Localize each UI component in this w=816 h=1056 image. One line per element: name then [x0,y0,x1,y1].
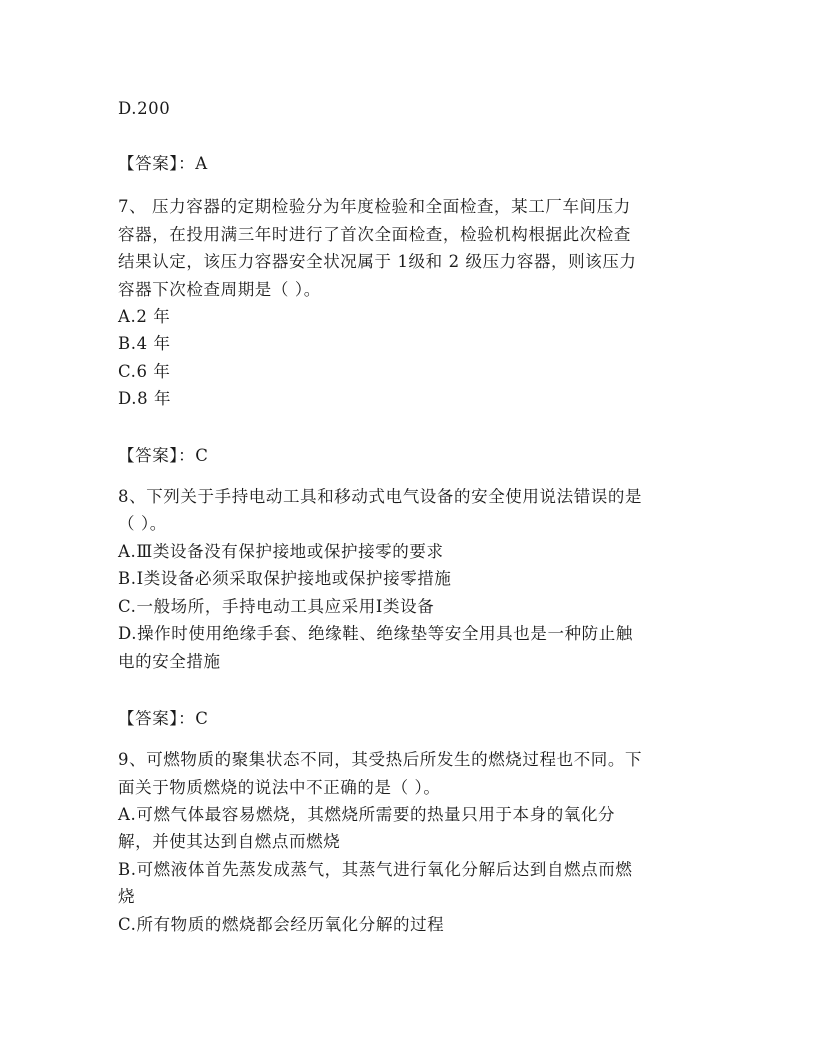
q9-stem-line-2: 面关于物质燃烧的说法中不正确的是（ ）。 [118,778,441,797]
q8-stem-line-2: （ ）。 [118,514,167,533]
q8-option-c: C.一般场所，手持电动工具应采用Ⅰ类设备 [118,597,435,616]
q7-stem-line-1: 7、 压力容器的定期检验分为年度检验和全面检查，某工厂车间压力 [118,197,631,216]
q6-option-d: D.200 [118,99,171,118]
q9-option-a-line-1: A.可燃气体最容易燃烧，其燃烧所需要的热量只用于本身的氧化分 [118,805,616,824]
q9-option-b-line-1: B.可燃液体首先蒸发成蒸气，其蒸气进行氧化分解后达到自燃点而燃 [118,860,633,879]
q7-stem-line-3: 结果认定，该压力容器安全状况属于 1级和 2 级压力容器，则该压力 [118,252,637,271]
q7-answer: 【答案】：C [118,446,209,465]
q9-option-a-line-2: 解，并使其达到自燃点而燃烧 [118,832,341,851]
q8-option-a: A.Ⅲ类设备没有保护接地或保护接零的要求 [118,542,444,561]
q8-option-d-line-2: 电的安全措施 [118,652,221,671]
q9-option-b-line-2: 烧 [118,887,136,906]
q8-option-d-line-1: D.操作时使用绝缘手套、绝缘鞋、绝缘垫等安全用具也是一种防止触 [118,624,633,643]
q7-stem-line-4: 容器下次检查周期是（ ）。 [118,280,321,299]
q9-stem-line-1: 9、可燃物质的聚集状态不同，其受热后所发生的燃烧过程也不同。下 [118,750,643,769]
q6-answer: 【答案】：A [118,154,208,173]
q7-option-b: B.4 年 [118,334,171,353]
q7-option-d: D.8 年 [118,389,172,408]
q8-stem-line-1: 8、下列关于手持电动工具和移动式电气设备的安全使用说法错误的是 [118,487,643,506]
q7-option-a: A.2 年 [118,307,171,326]
q8-answer: 【答案】：C [118,709,209,728]
q7-option-c: C.6 年 [118,362,171,381]
q8-option-b: B.Ⅰ类设备必须采取保护接地或保护接零措施 [118,569,452,588]
q7-stem-line-2: 容器，在投用满三年时进行了首次全面检查，检验机构根据此次检查 [118,225,631,244]
q9-option-c: C.所有物质的燃烧都会经历氧化分解的过程 [118,915,445,934]
